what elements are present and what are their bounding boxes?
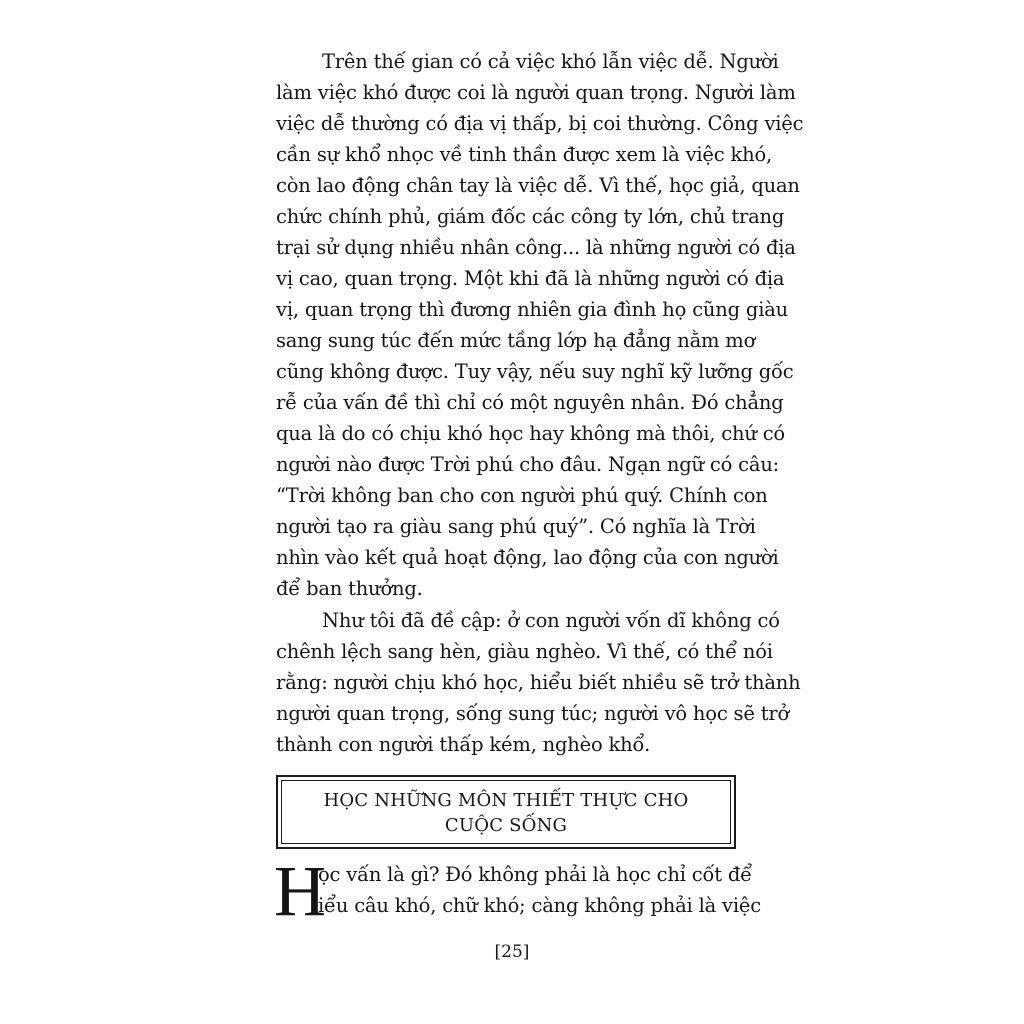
paragraph-line: qua là do có chịu khó học hay không mà thôi, chứ có (276, 422, 785, 445)
paragraph-line: rằng: người chịu khó học, hiểu biết nhiều sẽ trở thành (276, 671, 801, 694)
paragraph-line: chênh lệch sang hèn, giàu nghèo. Vì thế, có thể nói (276, 640, 773, 663)
section-heading-line-1: HỌC NHỮNG MÔN THIẾT THỰC CHO (323, 790, 689, 811)
paragraph-line: Như tôi đã đề cập: ở con người vốn dĩ không có (322, 609, 780, 632)
paragraph-line: “Trời không ban cho con người phú quý. Chính con (276, 484, 768, 507)
paragraph-line: còn lao động chân tay là việc dễ. Vì thế, học giả, quan (276, 174, 800, 197)
section-heading-box (276, 775, 736, 849)
paragraph-line: chức chính phủ, giám đốc các công ty lớn, chủ trang (276, 205, 785, 228)
paragraph-line: người nào được Trời phú cho đâu. Ngạn ngữ có câu: (276, 453, 780, 476)
paragraph-line: vị, quan trọng thì đương nhiên gia đình họ cũng giàu (276, 298, 789, 321)
paragraph-line: việc dễ thường có địa vị thấp, bị coi thường. Công việc (276, 112, 804, 135)
paragraph-line: ọc vấn là gì? Đó không phải là học chỉ cốt để (318, 863, 752, 886)
page-number: [25] (494, 942, 530, 962)
section-heading-line-2: CUỘC SỐNG (444, 815, 568, 836)
paragraph-line-last: để ban thưởng. (276, 577, 423, 600)
paragraph-line: người quan trọng, sống sung túc; người vô học sẽ trở (276, 702, 789, 725)
paragraph-line: làm việc khó được coi là người quan trọng. Người làm (276, 81, 796, 104)
drop-cap-letter: H (274, 851, 326, 931)
paragraph-line: cũng không được. Tuy vậy, nếu suy nghĩ kỹ lưỡng gốc (276, 360, 794, 383)
paragraph-line: người tạo ra giàu sang phú quý”. Có nghĩa là Trời (276, 515, 756, 538)
paragraph-line: Trên thế gian có cả việc khó lẫn việc dễ. Người (322, 50, 779, 73)
paragraph-line: rễ của vấn đề thì chỉ có một nguyên nhân. Đó chẳng (276, 391, 784, 414)
paragraph-line: cần sự khổ nhọc về tinh thần được xem là việc khó, (276, 143, 772, 166)
paragraph-line: iểu câu khó, chữ khó; càng không phải là việc (318, 894, 761, 917)
paragraph-line: trại sử dụng nhiều nhân công... là những người có địa (276, 236, 796, 259)
paragraph-line: nhìn vào kết quả hoạt động, lao động của con người (276, 546, 779, 569)
paragraph-line-last: thành con người thấp kém, nghèo khổ. (276, 733, 651, 756)
paragraph-line: sang sung túc đến mức tầng lớp hạ đẳng nằm mơ (276, 329, 756, 352)
paragraph-line: vị cao, quan trọng. Một khi đã là những người có địa (276, 267, 785, 290)
